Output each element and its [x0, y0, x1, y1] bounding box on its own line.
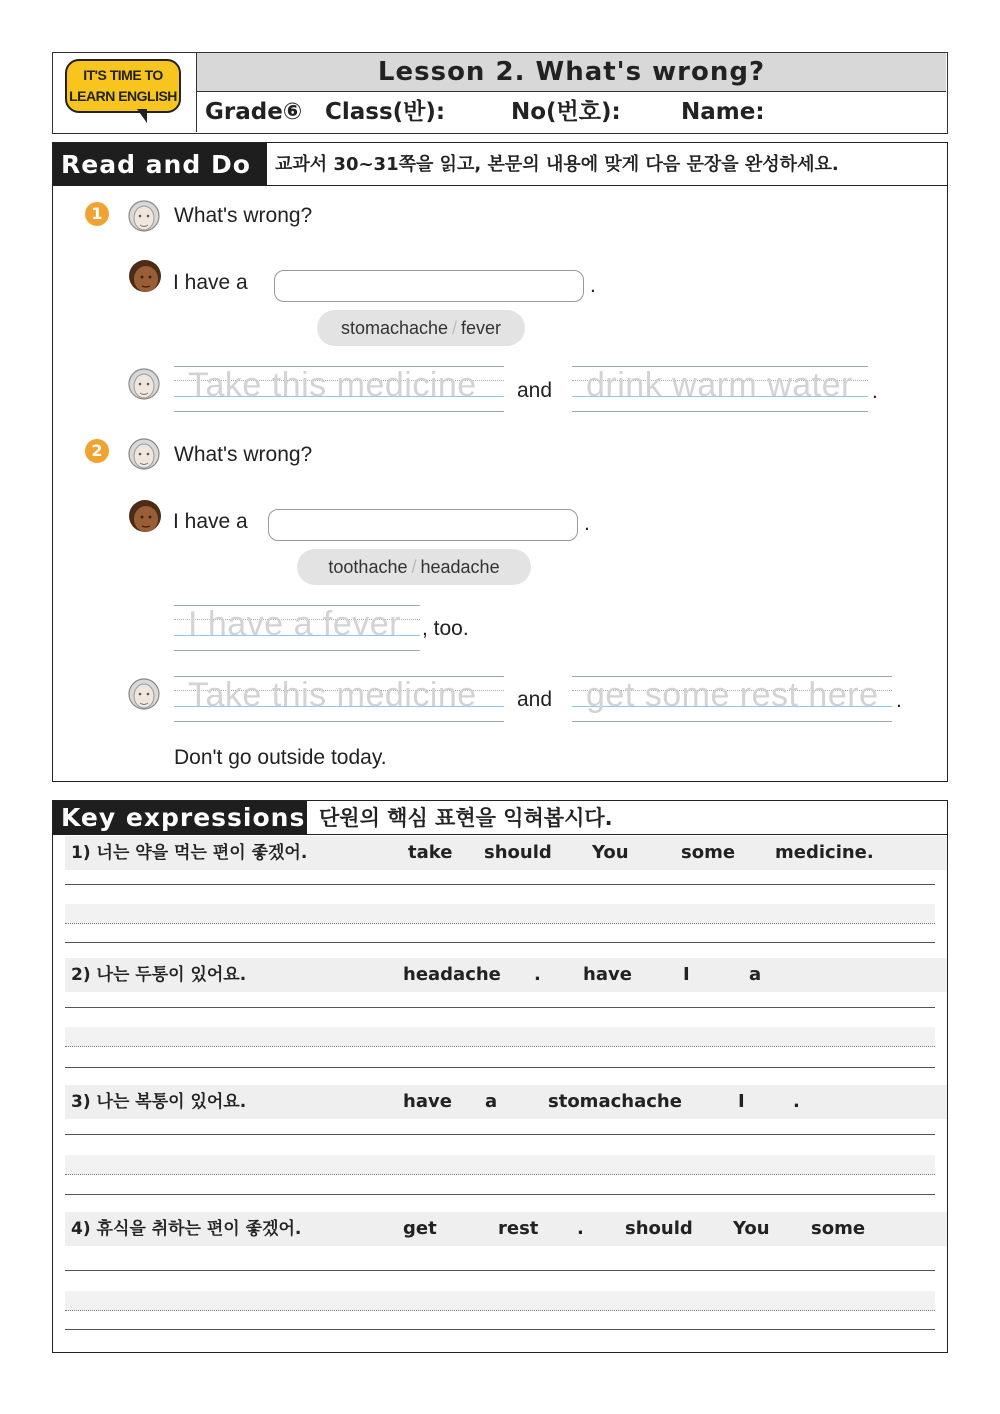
expression-row [65, 958, 947, 992]
sentence-prefix: I have a [173, 271, 248, 294]
choice-word[interactable]: headache [420, 557, 500, 577]
scrambled-word[interactable]: have [403, 1091, 452, 1112]
writing-line[interactable] [65, 942, 935, 943]
scrambled-word[interactable]: I [683, 964, 690, 985]
writing-line[interactable] [65, 1270, 935, 1271]
worksheet-header [52, 52, 948, 134]
writing-line[interactable] [65, 1329, 935, 1330]
writing-line-band [65, 1027, 935, 1046]
tracing-line[interactable] [174, 366, 504, 412]
writing-line[interactable] [65, 1007, 935, 1008]
number-label: No(번호): [511, 99, 621, 125]
korean-prompt: 2) 나는 두통이 있어요. [71, 965, 247, 985]
korean-prompt: 1) 너는 약을 먹는 편이 좋겠어. [71, 843, 308, 863]
trace-text: Take this medicine [188, 366, 477, 404]
writing-line[interactable] [65, 1134, 935, 1135]
choice-word[interactable]: stomachache [340, 318, 448, 338]
scrambled-word[interactable]: some [811, 1218, 866, 1239]
word-choices [317, 310, 525, 346]
choice-word[interactable]: fever [461, 318, 502, 338]
scrambled-word[interactable]: medicine. [775, 842, 874, 863]
scrambled-word[interactable]: should [625, 1218, 693, 1239]
tracing-line[interactable] [572, 366, 868, 412]
class-label: Class(반): [325, 99, 446, 125]
closing-sentence: Don't go outside today. [174, 746, 387, 769]
scrambled-word[interactable]: have [583, 964, 632, 985]
name-label: Name: [681, 99, 765, 125]
period: . [590, 274, 596, 297]
boy-avatar-icon [127, 256, 163, 296]
logo [65, 59, 181, 113]
scrambled-word[interactable]: . [534, 964, 541, 985]
speech-bubble-tail-icon [137, 109, 147, 123]
question-text: What's wrong? [174, 204, 313, 227]
section-tag: Read and Do [53, 143, 267, 186]
doctor-avatar-icon [126, 364, 162, 404]
trace-text: drink warm water [586, 366, 853, 404]
doctor-avatar-icon [126, 196, 162, 236]
answer-blank-2[interactable] [268, 509, 578, 541]
choice-separator: / [452, 318, 458, 338]
korean-prompt: 3) 나는 복통이 있어요. [71, 1092, 247, 1112]
writing-line[interactable] [65, 1194, 935, 1195]
too-suffix: , too. [422, 617, 469, 640]
period: . [896, 689, 902, 712]
trace-text: Take this medicine [188, 676, 477, 714]
grade-label: Grade⑥ [205, 99, 303, 125]
scrambled-word[interactable]: rest [498, 1218, 539, 1239]
writing-line[interactable] [65, 884, 935, 885]
expression-row [65, 1212, 947, 1246]
trace-text: get some rest here [586, 676, 879, 714]
scrambled-word[interactable]: a [749, 964, 762, 985]
korean-prompt: 4) 휴식을 취하는 편이 좋겠어. [71, 1219, 302, 1239]
item-number-badge: 1 [85, 202, 109, 226]
expression-row [65, 836, 947, 870]
writing-line [65, 1310, 935, 1311]
doctor-avatar-icon [126, 434, 162, 474]
writing-line[interactable] [65, 1067, 935, 1068]
tracing-line[interactable] [174, 605, 420, 651]
writing-line [65, 1046, 935, 1047]
logo-line2: LEARN ENGLISH [69, 88, 177, 104]
period: . [584, 512, 590, 535]
scrambled-word[interactable]: a [485, 1091, 498, 1112]
trace-text: I have a fever [188, 605, 402, 643]
word-choices [297, 549, 531, 585]
choice-word[interactable]: toothache [328, 557, 408, 577]
section-instruction: 교과서 30~31쪽을 읽고, 본문의 내용에 맞게 다음 문장을 완성하세요. [275, 154, 839, 175]
item-number-badge: 2 [85, 439, 109, 463]
scrambled-word[interactable]: some [681, 842, 736, 863]
divider [267, 185, 947, 186]
and-word: and [517, 688, 553, 711]
writing-line-band [65, 1291, 935, 1310]
expression-row [65, 1085, 947, 1119]
doctor-avatar-icon [126, 674, 162, 714]
scrambled-word[interactable]: stomachache [548, 1091, 682, 1112]
divider [307, 834, 947, 835]
writing-line [65, 1174, 935, 1175]
choice-separator: / [411, 557, 417, 577]
section-instruction: 단원의 핵심 표현을 익혀봅시다. [319, 806, 613, 830]
lesson-title: Lesson 2. What's wrong? [197, 53, 946, 92]
scrambled-word[interactable]: get [403, 1218, 437, 1239]
key-expressions-section [52, 800, 948, 1353]
answer-blank-1[interactable] [274, 270, 584, 302]
tracing-line[interactable] [572, 676, 892, 722]
scrambled-word[interactable]: . [577, 1218, 584, 1239]
scrambled-word[interactable]: You [592, 842, 629, 863]
scrambled-word[interactable]: headache [403, 964, 501, 985]
period: . [872, 380, 878, 403]
question-text: What's wrong? [174, 443, 313, 466]
section-tag: Key expressions [53, 801, 307, 835]
writing-line-band [65, 1155, 935, 1174]
scrambled-word[interactable]: take [408, 842, 453, 863]
tracing-line[interactable] [174, 676, 504, 722]
logo-cell [53, 53, 197, 132]
sentence-prefix: I have a [173, 510, 248, 533]
writing-line [65, 923, 935, 924]
logo-line1: IT'S TIME TO [83, 67, 163, 83]
scrambled-word[interactable]: I [738, 1091, 745, 1112]
scrambled-word[interactable]: should [484, 842, 552, 863]
boy-avatar-icon [127, 496, 163, 536]
and-word: and [517, 379, 553, 402]
scrambled-word[interactable]: You [733, 1218, 770, 1239]
scrambled-word[interactable]: . [793, 1091, 800, 1112]
writing-line-band [65, 904, 935, 923]
